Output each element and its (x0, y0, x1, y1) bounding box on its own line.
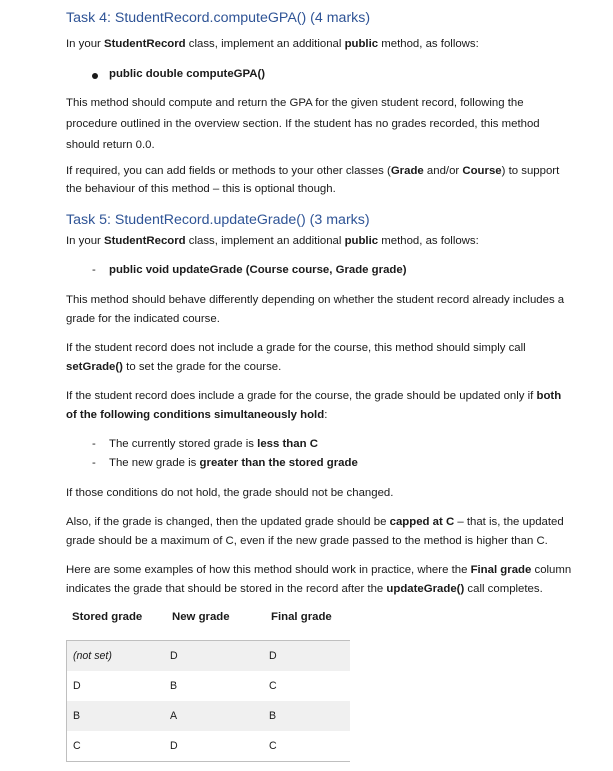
task5-condition-1: The currently stored grade is less than C (109, 438, 318, 450)
cell-new: D (164, 731, 263, 762)
task4-para2-line1: If required, you can add fields or methods to your other classes (Grade and/or Course) to support (66, 165, 560, 177)
table-header-final: Final grade (271, 611, 332, 623)
task5-para5-line1: Also, if the grade is changed, then the updated grade should be capped at C – that is, the updated (66, 516, 564, 528)
task5-para1-line1: This method should behave differently depending on whether the student record already includes a (66, 294, 565, 306)
cell-final: C (263, 731, 350, 762)
task5-condition-2: The new grade is greater than the stored grade (109, 457, 358, 469)
cell-stored: D (67, 671, 165, 701)
grade-examples-table (66, 640, 350, 762)
task5-para6-line2: indicates the grade that should be stored in the record after the updateGrade() call completes. (66, 583, 543, 595)
task4-para1-line2: procedure outlined in the overview section. If the student has no grades recorded, this method (66, 118, 540, 130)
cell-new: D (164, 641, 263, 672)
table-row (67, 641, 351, 672)
task4-para1-line3: should return 0.0. (66, 139, 155, 151)
dash-bullet-icon: - (92, 264, 96, 276)
task4-para1-line1: This method should compute and return the GPA for the given student record, following the (66, 97, 524, 109)
table-header-new: New grade (172, 611, 230, 623)
task5-signature: public void updateGrade (Course course, Grade grade) (109, 264, 407, 276)
task5-heading: Task 5: StudentRecord.updateGrade() (3 marks) (66, 212, 370, 228)
task5-para3-line1: If the student record does include a grade for the course, the grade should be updated only if both (66, 390, 562, 402)
task5-para3-line2: of the following conditions simultaneously hold: (66, 409, 328, 421)
cell-final: B (263, 701, 350, 731)
cell-new: A (164, 701, 263, 731)
task4-para2-line2: the behaviour of this method – this is optional though. (66, 183, 336, 195)
table-row (67, 731, 351, 762)
task5-para4: If those conditions do not hold, the grade should not be changed. (66, 487, 394, 499)
dash-bullet-icon: - (92, 438, 96, 450)
task4-intro: In your StudentRecord class, implement an additional public method, as follows: (66, 38, 479, 50)
cell-stored: B (67, 701, 165, 731)
table-header-stored: Stored grade (72, 611, 143, 623)
table-row (67, 701, 351, 731)
cell-stored: C (67, 731, 165, 762)
task5-para2-line2: setGrade() to set the grade for the course. (66, 361, 282, 373)
task4-heading: Task 4: StudentRecord.computeGPA() (4 marks) (66, 10, 371, 26)
task5-para2-line1: If the student record does not include a grade for the course, this method should simply call (66, 342, 526, 354)
cell-stored: (not set) (67, 641, 165, 672)
table-row (67, 671, 351, 701)
dash-bullet-icon: - (92, 457, 96, 469)
task4-signature: public double computeGPA() (109, 68, 266, 80)
task5-intro: In your StudentRecord class, implement an additional public method, as follows: (66, 235, 479, 247)
task5-para5-line2: grade should be a maximum of C, even if the new grade passed to the method is higher than C. (66, 535, 548, 547)
task5-para1-line2: grade for the indicated course. (66, 313, 220, 325)
cell-final: C (268, 680, 277, 692)
task5-para6-line1: Here are some examples of how this method should work in practice, where the Final grade column (66, 564, 572, 576)
bullet-dot-icon (92, 73, 98, 79)
cell-new: B (170, 680, 178, 692)
cell-final: D (263, 641, 350, 672)
